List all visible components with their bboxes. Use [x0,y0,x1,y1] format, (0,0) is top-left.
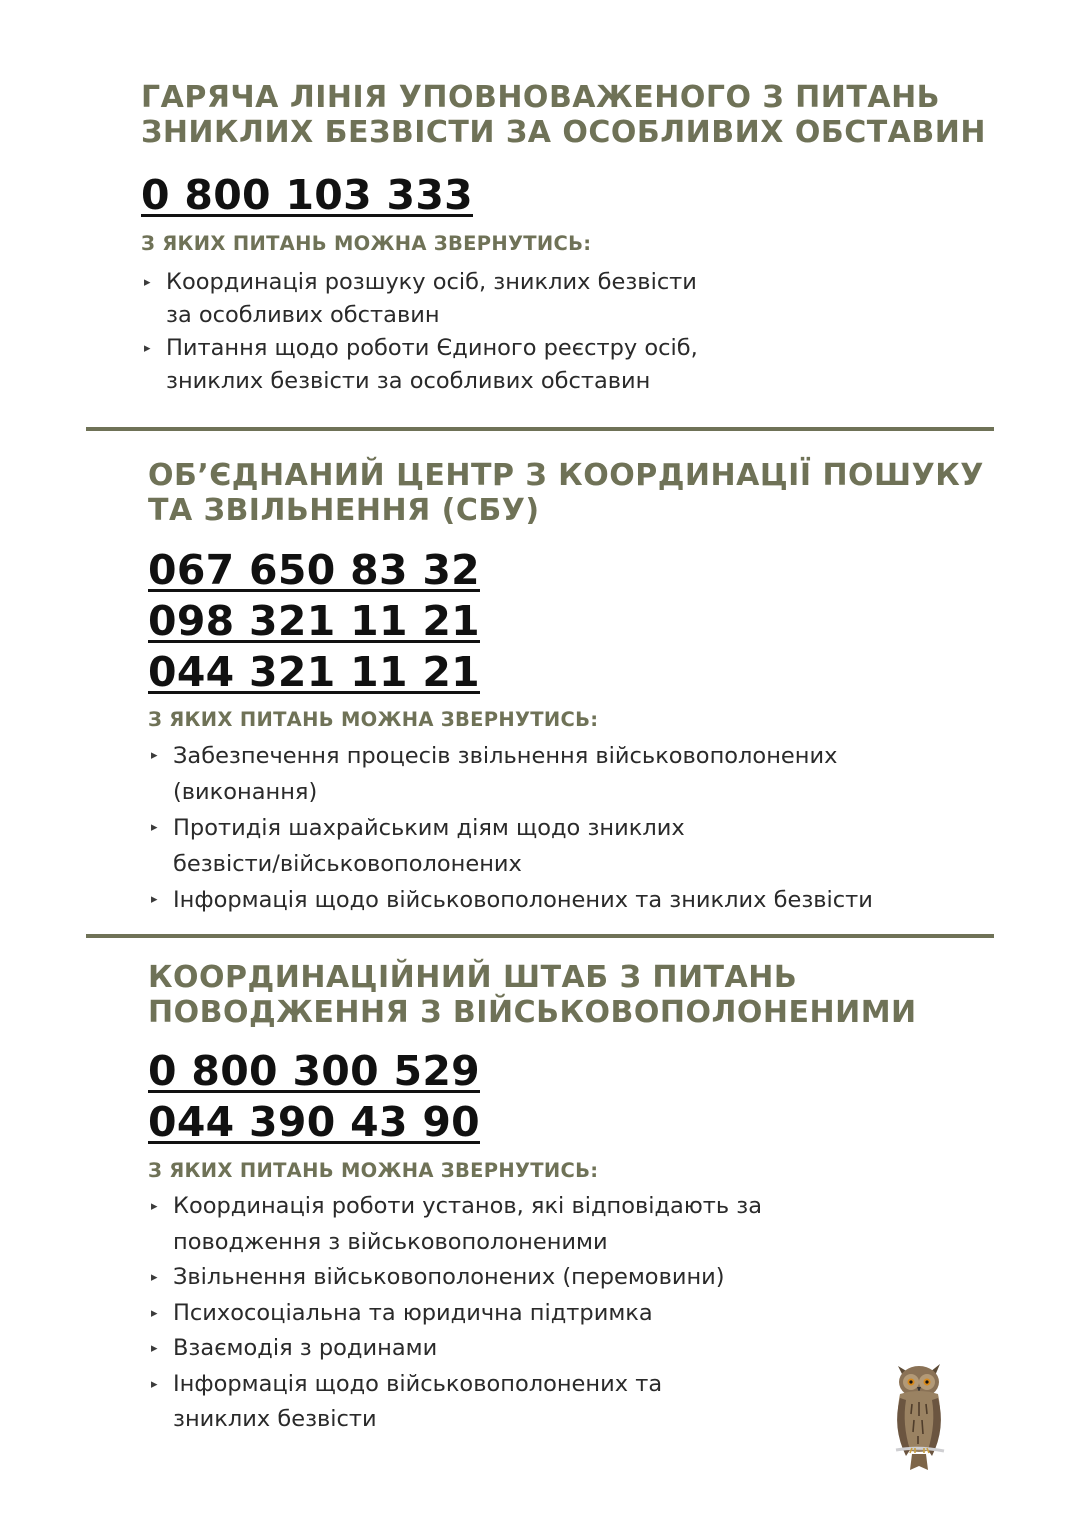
phone-list [148,1046,480,1148]
list-item: ▸ Інформація щодо військовополонених та зниклих безвісти [149,1367,762,1438]
phone-list [148,545,480,698]
phone-number[interactable]: 044 390 43 90 [148,1098,480,1146]
topics-subhead: З ЯКИХ ПИТАНЬ МОЖНА ЗВЕРНУТИСЬ: [148,1159,599,1182]
section-title: ГАРЯЧА ЛІНІЯ УПОВНОВАЖЕНОГО З ПИТАНЬ ЗНИКЛИХ БЕЗВІСТИ ЗА ОСОБЛИВИХ ОБСТАВИН [141,80,986,150]
bullet-icon: ▸ [151,1376,158,1392]
list-item: ▸ Координація розшуку осіб, зниклих безвісти за особливих обставин [142,266,698,332]
list-item: ▸ Забезпечення процесів звільнення військовополонених (виконання) [149,738,873,810]
list-item: ▸ Взаємодія з родинами [149,1331,762,1367]
bullet-icon: ▸ [151,1270,158,1285]
list-item: ▸ Протидія шахрайським діям щодо зниклих безвісти/військовополонених [149,810,873,882]
owl-icon [884,1358,954,1474]
phone-number[interactable]: 044 321 11 21 [148,648,480,696]
bullet-icon: ▸ [151,748,158,763]
bullet-icon: ▸ [151,892,158,907]
phone-number[interactable]: 0 800 300 529 [148,1047,480,1095]
section-divider [86,934,994,938]
bullet-icon: ▸ [144,275,151,290]
topics-subhead: З ЯКИХ ПИТАНЬ МОЖНА ЗВЕРНУТИСЬ: [148,708,599,731]
bullet-icon: ▸ [151,820,158,835]
topics-list [149,1189,762,1438]
topics-subhead: З ЯКИХ ПИТАНЬ МОЖНА ЗВЕРНУТИСЬ: [141,232,592,255]
section-divider [86,427,994,431]
list-item: ▸ Питання щодо роботи Єдиного реєстру осіб, зниклих безвісти за особливих обставин [142,332,698,398]
section-title: КООРДИНАЦІЙНИЙ ШТАБ З ПИТАНЬ ПОВОДЖЕННЯ З ВІЙСЬКОВОПОЛОНЕНИМИ [148,960,917,1030]
phone-number[interactable]: 067 650 83 32 [148,546,480,594]
phone-number[interactable]: 098 321 11 21 [148,597,480,645]
topics-list [149,738,873,918]
phone-list [141,170,473,221]
bullet-icon: ▸ [151,1199,158,1214]
list-item: ▸ Звільнення військовополонених (перемовини) [149,1260,762,1296]
topics-list [142,266,698,398]
list-item: ▸ Координація роботи установ, які відповідають за поводження з військовополоненими [149,1189,762,1260]
bullet-icon: ▸ [144,341,151,356]
bullet-icon: ▸ [151,1341,158,1356]
bullet-icon: ▸ [151,1305,158,1321]
phone-number[interactable]: 0 800 103 333 [141,171,473,219]
section-title: ОБ’ЄДНАНИЙ ЦЕНТР З КООРДИНАЦІЇ ПОШУКУ ТА ЗВІЛЬНЕННЯ (СБУ) [148,458,984,528]
list-item: ▸ Психосоціальна та юридична підтримка [149,1296,762,1332]
list-item: ▸ Інформація щодо військовополонених та зниклих безвісти [149,882,873,918]
